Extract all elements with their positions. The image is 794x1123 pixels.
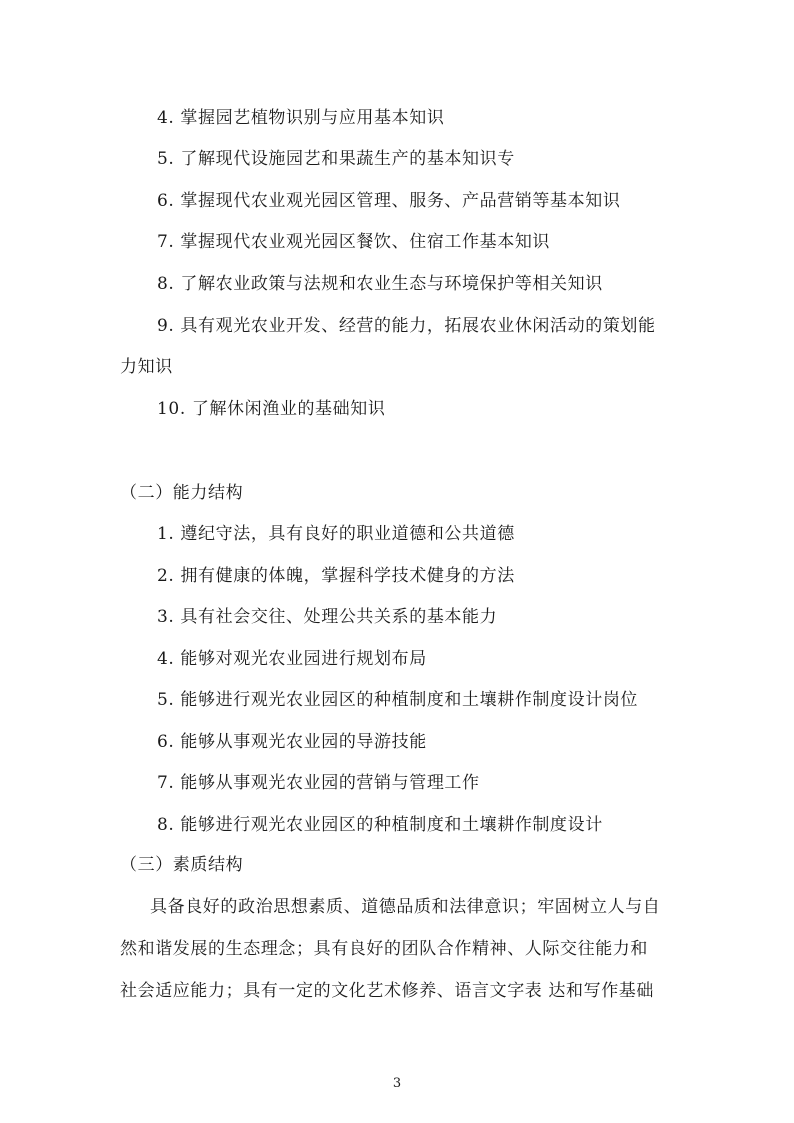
page-number: 3 (392, 1076, 402, 1091)
paragraph-line: 具备良好的政治思想素质、道德品质和法律意识；牢固树立人与自 (150, 897, 661, 917)
list-item: 4. 能够对观光农业园进行规划布局 (157, 649, 427, 669)
list-item: 6. 掌握现代农业观光园区管理、服务、产品营销等基本知识 (157, 191, 621, 211)
list-item: 7. 掌握现代农业观光园区餐饮、住宿工作基本知识 (157, 232, 551, 252)
list-item: 2. 拥有健康的体魄，掌握科学技术健身的方法 (157, 566, 515, 586)
list-item-continuation: 力知识 (120, 357, 173, 377)
list-item: 7. 能够从事观光农业园的营销与管理工作 (157, 773, 480, 793)
section-heading-quality: （三）素质结构 (120, 855, 244, 875)
list-item: 3. 具有社会交往、处理公共关系的基本能力 (157, 607, 498, 627)
list-item: 1. 遵纪守法，具有良好的职业道德和公共道德 (157, 524, 515, 544)
list-item: 9. 具有观光农业开发、经营的能力，拓展农业休闲活动的策划能 (157, 316, 656, 336)
list-item: 4. 掌握园艺植物识别与应用基本知识 (157, 108, 445, 128)
paragraph-line: 社会适应能力；具有一定的文化艺术修养、语言文字表 达和写作基础 (120, 981, 655, 1001)
list-item: 10. 了解休闲渔业的基础知识 (157, 399, 386, 419)
paragraph-line: 然和谐发展的生态理念；具有良好的团队合作精神、人际交往能力和 (120, 939, 648, 959)
list-item: 5. 能够进行观光农业园区的种植制度和土壤耕作制度设计岗位 (157, 690, 639, 710)
list-item: 5. 了解现代设施园艺和果蔬生产的基本知识专 (157, 149, 515, 169)
list-item: 8. 能够进行观光农业园区的种植制度和土壤耕作制度设计 (157, 815, 603, 835)
section-heading-ability: （二）能力结构 (120, 483, 244, 503)
list-item: 6. 能够从事观光农业园的导游技能 (157, 732, 427, 752)
list-item: 8. 了解农业政策与法规和农业生态与环境保护等相关知识 (157, 274, 603, 294)
